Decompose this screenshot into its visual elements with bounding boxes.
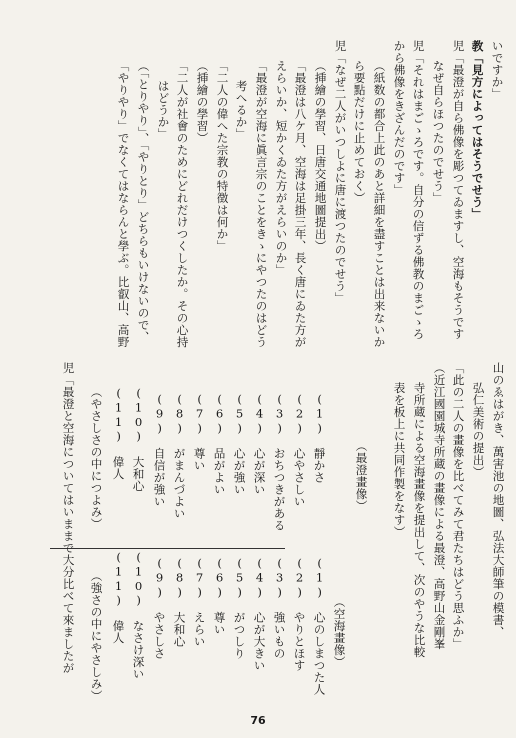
saicho-table-header: （最澄畫像） (354, 440, 369, 512)
text-column: 表を板上に共同作製をなす） (392, 382, 407, 538)
text-column: 弘仁美術の提出） (471, 382, 486, 478)
list-item: (7) 尊い (192, 392, 207, 472)
list-item: (3) 強いもの (272, 556, 287, 660)
list-item: (11) 偉人 (111, 550, 126, 644)
list-item: (8) 大和心 (172, 556, 187, 648)
list-item: (3) おちつきがある (272, 392, 287, 532)
text-column: 「最澄が空海に眞言宗のことをきゝにやつたのはどう (254, 60, 269, 348)
list-item: (2) やりとほす (292, 556, 307, 672)
text-column: なぜ自らほつたのでせう」 (431, 60, 446, 204)
list-item: (10) 大和心 (131, 386, 146, 492)
saicho-summary: （やさしさの中につよみ） (89, 386, 104, 530)
list-item: (4) 心が深い (252, 392, 267, 496)
text-column: から佛像をきざんだのです」 (392, 40, 407, 196)
text-column: 考へるか」 (234, 80, 249, 140)
dialogue-line-child: 児「最澄と空海についてはいままで大分比べて來ましたが (61, 362, 76, 674)
table-divider (50, 548, 285, 549)
text-column: 「最澄は八ケ月、空海は足掛三年、長く唐にゐた方が (293, 60, 308, 348)
text-column: （挿繪の學習、日唐交通地圖提出） (313, 60, 328, 252)
text-column: （近江國園城寺所蔵の畫像による最澄、高野山金剛峯 (432, 362, 447, 650)
list-item: (6) 尊い (212, 556, 227, 636)
text-column: （挿繪の學習） (195, 60, 210, 144)
dialogue-line-child: 児「なぜ二人がいつしよに唐に渡つたのでせう」 (333, 40, 348, 304)
kukai-table-header: （空海畫像） (332, 596, 347, 668)
text-column: はどうか」 (156, 80, 171, 140)
text-column: 「やりやり」でなくてはならんと學ぶ。比叡山、高野 (116, 60, 131, 348)
list-item: (1) 心のしまつた人 (312, 556, 327, 696)
list-item: (11) 偉人 (111, 386, 126, 480)
text-column: ら要點だけに止めておく） (352, 60, 367, 204)
list-item: (4) 心が大きい (252, 556, 267, 672)
text-column: 山のゑはがき、萬害池の地圖、弘法大師筆の模書、 (491, 362, 506, 638)
list-item: (6) 品がよい (212, 392, 227, 496)
list-item: (9) 自信が強い (152, 392, 167, 508)
list-item: (1) 靜かさ (312, 392, 327, 484)
page-number: 76 (250, 714, 266, 727)
text-column: 寺所蔵による空海畫像を提出して、次のやうな比較 (412, 382, 427, 658)
list-item: (2) 心やさしい (292, 392, 307, 508)
text-column: 「此の二人の畫像を比べてみて君たちはどう思ふか」 (451, 362, 466, 650)
list-item: (5) 心が強い (232, 392, 247, 496)
text-column: （「とりやり」、「やりとり」どちらもいけないので、 (136, 60, 151, 343)
list-item: (10) なさけ深い (131, 550, 146, 680)
list-item: (7) えらい (192, 556, 207, 648)
text-column: いですか」 (490, 40, 505, 100)
dialogue-line-child: 児「それはまごゝろです。自分の信ずる佛教のまごゝろ (411, 40, 426, 340)
dialogue-line-child: 児「最澄が自ら佛像を彫つてゐますし、空海もそうです (451, 40, 466, 340)
text-column: 「二人が社會のためにどれだけつくしたか。その心持 (175, 60, 190, 348)
list-item: (5) がつしり (232, 556, 247, 660)
text-column: 「二人の偉へた宗教の特徴は何か」 (215, 60, 230, 252)
dialogue-line-teacher: 教「見方によってはそうでせう」 (470, 40, 485, 220)
text-column: （紙数の都合上此のあと詳細を盡すことは出来ないか (372, 60, 387, 348)
list-item: (8) がまんづよい (172, 392, 187, 520)
text-column: えらいか、短かくゐた方がえらいのか」 (274, 60, 289, 276)
list-item: (9) やさしさ (152, 556, 167, 660)
kukai-summary: （強さの中にやさしみ） (89, 570, 104, 702)
